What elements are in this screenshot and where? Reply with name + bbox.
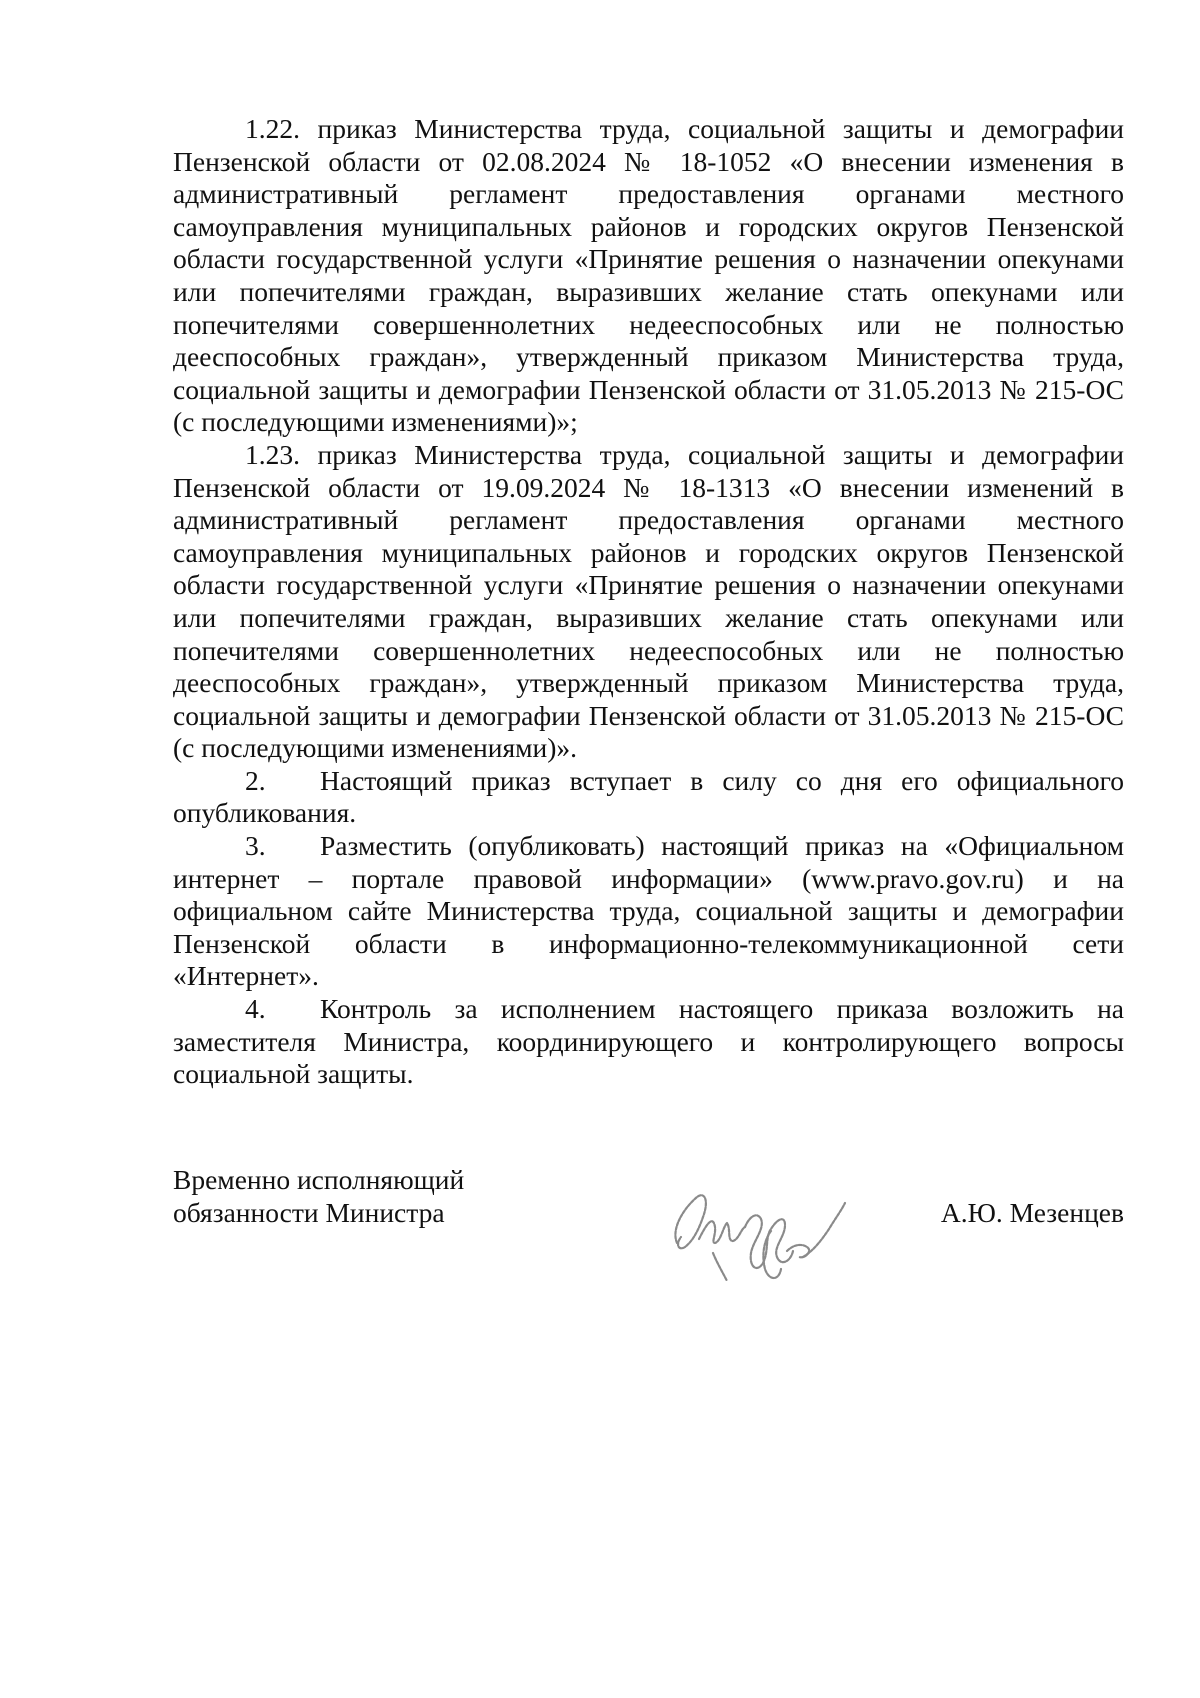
- paragraph-2: [173, 765, 1124, 830]
- handwritten-signature-icon: [653, 1157, 853, 1297]
- position-line-1: Временно исполняющий: [173, 1164, 465, 1195]
- paragraph-4: [173, 993, 1124, 1091]
- position-line-2: обязанности Министра: [173, 1197, 445, 1228]
- paragraph-number: 3.: [245, 830, 266, 862]
- paragraph-text: Контроль за исполнением настоящего приказа возложить на заместителя Министра, координирующего и контролирующего вопросы социальной защиты.: [173, 993, 1124, 1090]
- paragraph-number: 2.: [245, 764, 266, 796]
- paragraph-text: Разместить (опубликовать) настоящий приказ на «Официальном интернет – портале правовой информации» (www.pravo.gov.ru) и на официальном сайте Министерства труда, социальной защиты и демографии Пензенской области в информационно-телекоммуникационной сети «Интернет».: [173, 830, 1124, 992]
- paragraph-number: 4.: [245, 993, 266, 1025]
- paragraph-text: Настоящий приказ вступает в силу со дня его официального опубликования.: [173, 764, 1124, 829]
- paragraph-text: 1.22. приказ Министерства труда, социальной защиты и демографии Пензенской области от 02.08.2024 № 18-1052 «О внесении изменения в административный регламент предоставления органами местного самоуправления муниципальных районов и городских округов Пензенской области государственной услуги «Принятие решения о назначении опекунами или попечителями граждан, выразивших желание стать опекунами или попечителями совершеннолетних недееспособных или не полностью дееспособных граждан», утвержденный приказом Министерства труда, социальной защиты и демографии Пензенской области от 31.05.2013 № 215-ОС (с последующими изменениями)»;: [173, 113, 1124, 438]
- paragraph-1-22: [173, 113, 1124, 439]
- signatory-position: [173, 1163, 593, 1229]
- document-body: [173, 113, 1124, 1091]
- signature-block: [173, 1163, 1124, 1303]
- paragraph-text: 1.23. приказ Министерства труда, социальной защиты и демографии Пензенской области от 19.09.2024 № 18-1313 «О внесении изменений в административный регламент предоставления органами местного самоуправления муниципальных районов и городских округов Пензенской области государственной услуги «Принятие решения о назначении опекунами или попечителями граждан, выразивших желание стать опекунами или попечителями совершеннолетних недееспособных или не полностью дееспособных граждан», утвержденный приказом Министерства труда, социальной защиты и демографии Пензенской области от 31.05.2013 № 215-ОС (с последующими изменениями)».: [173, 438, 1124, 764]
- paragraph-3: [173, 830, 1124, 993]
- signatory-name: А.Ю. Мезенцев: [940, 1197, 1124, 1228]
- paragraph-1-23: [173, 439, 1124, 765]
